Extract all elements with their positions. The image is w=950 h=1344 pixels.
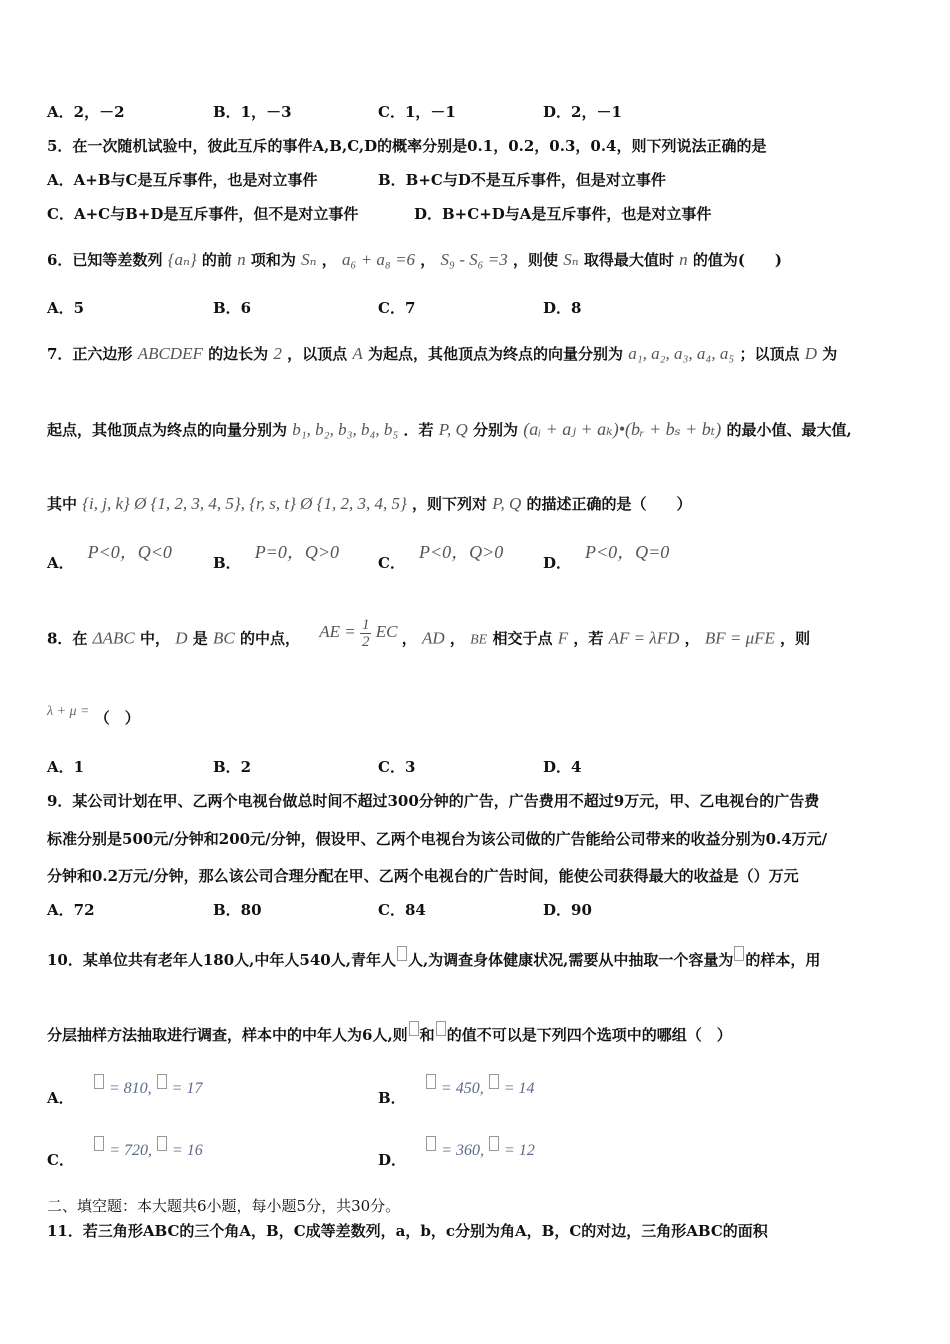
- q6-math-sn: Sₙ: [301, 250, 317, 269]
- placeholder-box-icon: [397, 946, 407, 961]
- q8-fraction-denominator: 2: [361, 634, 370, 650]
- q7-line-1: [47, 344, 837, 364]
- q4-option-d: D．2，－1: [543, 103, 622, 121]
- q7-option-d: [543, 542, 670, 573]
- placeholder-box-icon: [157, 1136, 167, 1151]
- placeholder-box-icon: [94, 1136, 104, 1151]
- q7-math-index-sets: {i, j, k} Ø {1, 2, 3, 4, 5}, {r, s, t} Ø {1, 2, 3, 4, 5}: [82, 494, 407, 513]
- q8-math-bf: BF = μFE: [704, 628, 775, 648]
- q4-option-b: B．1，－3: [213, 103, 292, 121]
- q10-option-a: [47, 1080, 203, 1109]
- q7-option-a-label: A．: [47, 554, 74, 572]
- q9-option-d: D．90: [543, 901, 592, 919]
- q8-text-3: 是: [192, 629, 208, 648]
- q8-stem: [47, 617, 811, 656]
- q6-math-s9-s6: S₉ - S₆ =3: [440, 250, 508, 269]
- q6-text-5: ，: [420, 251, 436, 269]
- q10-option-d: [378, 1142, 535, 1171]
- q11-stem: 11．若三角形ABC的三个角A，B，C成等差数列，a，b，c分别为角A，B，C的对边，三角形ABC的面积: [47, 1222, 768, 1240]
- q6-text-2: 的前: [201, 251, 232, 269]
- q8-math-bc: BC: [213, 628, 235, 648]
- q7-option-c-math: P<0，Q>0: [418, 542, 504, 562]
- q8-math-fraction: [360, 617, 372, 650]
- q8-text-4: 的中点，: [239, 629, 300, 648]
- q6-option-b: B．6: [213, 299, 252, 317]
- q10-option-a-n: = 810,: [108, 1080, 156, 1097]
- q7-option-a-math: P<0，Q<0: [87, 542, 172, 562]
- q10-option-c-label: C．: [47, 1151, 74, 1169]
- placeholder-box-icon: [409, 1021, 419, 1036]
- q7-text-3: ，以顶点: [287, 345, 348, 363]
- q4-option-c: C．1，－1: [378, 103, 456, 121]
- q8-option-c: C．3: [378, 758, 416, 776]
- placeholder-box-icon: [734, 946, 744, 961]
- q10-text-5: 和: [419, 1026, 435, 1044]
- q7-option-b: [213, 542, 339, 573]
- q7-option-d-math: P<0，Q=0: [585, 542, 670, 562]
- q7-line-3: [47, 494, 691, 514]
- q7-math-pq-2: P, Q: [492, 494, 522, 513]
- q10-option-c: [47, 1142, 203, 1171]
- q7-text-6: 为: [822, 345, 838, 363]
- q8-math-ad: AD: [421, 628, 445, 648]
- q8-text-1: 8．在: [47, 629, 88, 648]
- q8-math-ae-ec: [319, 617, 401, 650]
- q10-option-a-sample: = 17: [171, 1080, 203, 1097]
- q7-option-c: [378, 542, 504, 573]
- q6-text-4: ，: [321, 251, 337, 269]
- q7-text-1: 7．正六边形: [47, 345, 133, 363]
- q10-text-6: 的值不可以是下列四个选项中的哪组（ ）: [446, 1026, 732, 1044]
- q8-text-5: ，: [401, 629, 417, 648]
- q7-text-11: 其中: [47, 495, 78, 513]
- q10-option-d-sample: = 12: [504, 1142, 535, 1159]
- placeholder-box-icon: [489, 1074, 499, 1089]
- q8-option-b: B．2: [213, 758, 252, 776]
- q7-option-c-label: C．: [378, 554, 405, 572]
- placeholder-box-icon: [426, 1074, 436, 1089]
- q9-option-b: B．80: [213, 901, 262, 919]
- q8-text-11: （ ）: [94, 709, 140, 727]
- q7-math-vertex-a: A: [352, 344, 363, 363]
- q6-text-6: ，则使: [512, 251, 558, 269]
- q10-option-d-n: = 360,: [441, 1142, 489, 1159]
- q4-option-a: A．2，－2: [47, 103, 125, 121]
- q10-option-b-sample: = 14: [503, 1080, 535, 1097]
- q6-math-sn-2: Sₙ: [563, 250, 579, 269]
- placeholder-box-icon: [94, 1074, 104, 1089]
- q10-line-2: [47, 1021, 732, 1045]
- q7-text-5: ；以顶点: [739, 345, 800, 363]
- q10-option-a-label: A．: [47, 1089, 74, 1107]
- q8-math-triangle: ΔABC: [92, 628, 135, 648]
- q7-option-b-math: P=0，Q>0: [254, 542, 339, 562]
- q5-stem: 5．在一次随机试验中，彼此互斥的事件A,B,C,D的概率分别是0.1，0.2，0.3，0.4，则下列说法正确的是: [47, 137, 767, 155]
- q10-option-b: [378, 1080, 535, 1109]
- q8-text-6: ，: [449, 629, 465, 648]
- q10-option-d-label: D．: [378, 1151, 407, 1169]
- q7-math-pq: P, Q: [438, 420, 468, 439]
- placeholder-box-icon: [157, 1074, 167, 1089]
- q5-option-c: C．A+C与B+D是互斥事件，但不是对立事件: [47, 205, 359, 223]
- q8-text-7: 相交于点: [492, 629, 553, 648]
- section-heading: 二、填空题：本大题共6小题，每小题5分，共30分。: [47, 1197, 401, 1215]
- q8-math-d: D: [175, 628, 188, 648]
- q8-text-10: ，则: [780, 629, 811, 648]
- q7-option-b-label: B．: [213, 554, 241, 572]
- q6-text-7: 取得最大值时: [583, 251, 674, 269]
- q5-option-b: B．B+C与D不是互斥事件，但是对立事件: [378, 171, 666, 189]
- q10-option-d-math: [425, 1142, 535, 1159]
- q5-option-a: A．A+B与C是互斥事件，也是对立事件: [47, 171, 318, 189]
- placeholder-box-icon: [426, 1136, 436, 1151]
- q10-option-b-n: = 450,: [440, 1080, 488, 1097]
- q6-option-c: C．7: [378, 299, 416, 317]
- q8-math-ae: AE =: [319, 622, 356, 642]
- q6-math-n: n: [237, 250, 246, 269]
- q7-text-8: ．若: [403, 421, 434, 439]
- q6-math-a6-a8: a₆ + a₈ =6: [342, 250, 416, 269]
- q6-option-a: A．5: [47, 299, 85, 317]
- q9-line-2: 标准分别是500元/分钟和200元/分钟，假设甲、乙两个电视台为该公司做的广告能给公司带来的收益分别为0.4万元/: [47, 830, 828, 848]
- q8-math-f: F: [557, 628, 569, 648]
- q7-math-b-vectors: b₁, b₂, b₃, b₄, b₅: [292, 420, 399, 439]
- q8-math-af: AF = λFD: [608, 628, 680, 648]
- q6-text-8: 的值为( ): [692, 251, 783, 269]
- q8-text-9: ，: [684, 629, 700, 648]
- q7-text-9: 分别为: [473, 421, 519, 439]
- q9-line-3: 分钟和0.2万元/分钟，那么该公司合理分配在甲、乙两个电视台的广告时间，能使公司获得最大的收益是（）万元: [47, 867, 799, 885]
- q6-math-n-2: n: [679, 250, 688, 269]
- q6-stem: [47, 250, 782, 270]
- q5-option-d: D．B+C+D与A是互斥事件，也是对立事件: [414, 205, 712, 223]
- q7-option-d-label: D．: [543, 554, 572, 572]
- q7-text-7: 起点，其他顶点为终点的向量分别为: [47, 421, 288, 439]
- q10-option-a-math: [93, 1080, 203, 1097]
- q10-line-1: [47, 946, 820, 970]
- q8-math-be: BE: [470, 632, 488, 648]
- q7-option-a: [47, 542, 172, 573]
- q7-math-side: 2: [273, 344, 282, 363]
- q7-math-hexagon: ABCDEF: [137, 344, 203, 363]
- q9-option-a: A．72: [47, 901, 95, 919]
- q6-text-1: 6．已知等差数列: [47, 251, 163, 269]
- q10-text-4: 分层抽样方法抽取进行调查，样本中的中年人为6人,则: [47, 1026, 408, 1044]
- q10-option-c-math: [93, 1142, 203, 1159]
- q10-text-1: 10．某单位共有老年人180人,中年人540人,青年人: [47, 951, 396, 969]
- q7-math-a-vectors: a₁, a₂, a₃, a₄, a₅: [628, 344, 735, 363]
- q6-option-d: D．8: [543, 299, 582, 317]
- q6-math-sequence: {aₙ}: [167, 250, 197, 269]
- placeholder-box-icon: [489, 1136, 499, 1151]
- q7-math-vertex-d: D: [804, 344, 818, 363]
- q10-text-3: 的样本，用: [745, 951, 821, 969]
- q10-option-c-n: = 720,: [109, 1142, 156, 1159]
- q7-text-10: 的最小值、最大值,: [726, 421, 852, 439]
- q8-text-2: 中，: [140, 629, 171, 648]
- q7-text-13: 的描述正确的是（ ）: [526, 495, 692, 513]
- q10-text-2: 人,为调查身体健康状况,需要从中抽取一个容量为: [407, 951, 734, 969]
- placeholder-box-icon: [436, 1021, 446, 1036]
- q7-line-2: [47, 419, 852, 440]
- q7-text-12: ，则下列对: [412, 495, 488, 513]
- q9-line-1: 9．某公司计划在甲、乙两个电视台做总时间不超过300分钟的广告，广告费用不超过9万元，甲、乙电视台的广告费: [47, 792, 820, 810]
- q6-text-3: 项和为: [250, 251, 296, 269]
- q8-fraction-numerator: 1: [361, 617, 370, 633]
- q8-line-2: [47, 704, 140, 730]
- q7-math-dot-product: (aᵢ + aⱼ + aₖ)•(bᵣ + bₛ + bₜ): [523, 419, 722, 439]
- q9-option-c: C．84: [378, 901, 426, 919]
- q8-math-lambda-mu: λ + μ =: [47, 704, 90, 719]
- q8-option-a: A．1: [47, 758, 85, 776]
- q10-option-b-label: B．: [378, 1089, 406, 1107]
- q7-text-2: 的边长为: [208, 345, 269, 363]
- q7-text-4: 为起点，其他顶点为终点的向量分别为: [367, 345, 623, 363]
- q8-text-8: ，若: [573, 629, 604, 648]
- q8-option-d: D．4: [543, 758, 582, 776]
- q8-math-ec: EC: [375, 622, 398, 642]
- q10-option-b-math: [425, 1080, 535, 1097]
- q10-option-c-sample: = 16: [171, 1142, 203, 1159]
